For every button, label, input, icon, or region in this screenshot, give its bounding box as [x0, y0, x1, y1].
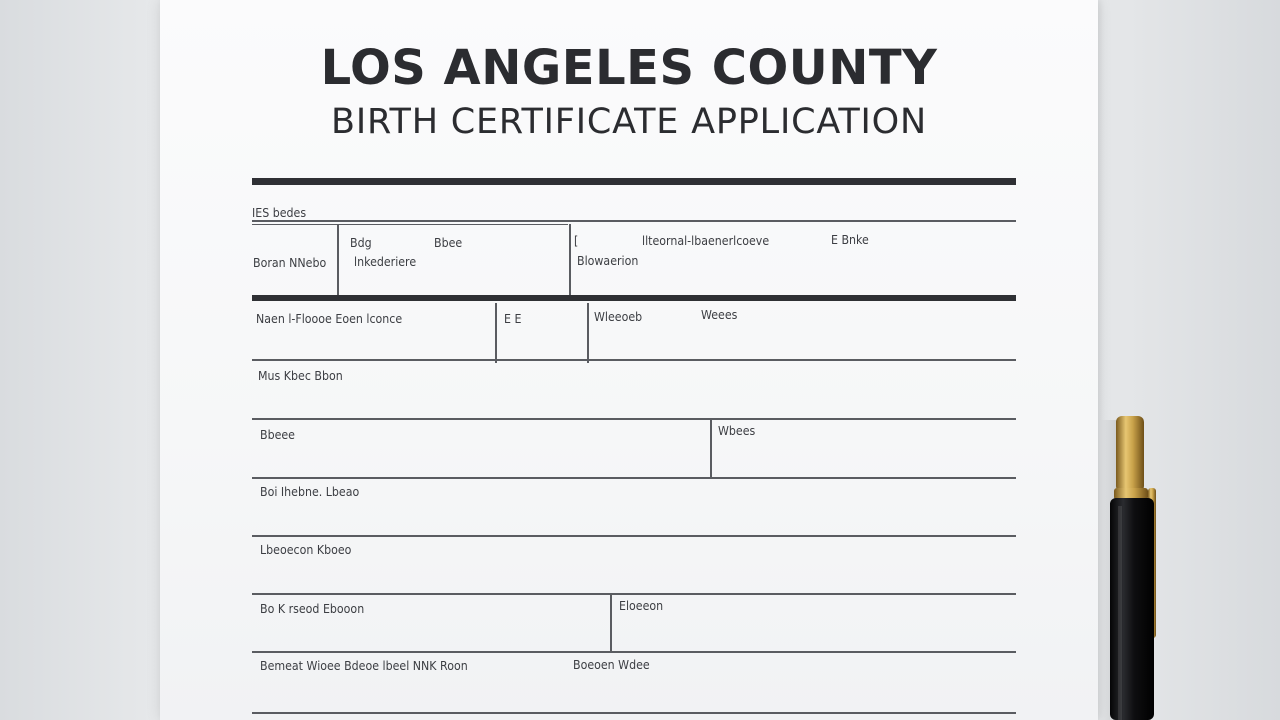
field-label-extra: E Bnke	[831, 233, 869, 247]
section-2-row5-bottom-line	[252, 593, 1016, 595]
field-label-row1-small: E E	[504, 312, 522, 326]
section-1-top-rule	[252, 178, 1016, 185]
field-label-row6-right: Eloeeon	[619, 599, 664, 613]
section-2-row3-bottom-line	[252, 477, 1016, 479]
field-label-row7-right: Boeoen Wdee	[573, 658, 650, 672]
field-label-row4: Boi Ihebne. Lbeao	[260, 485, 360, 499]
section-2-top-rule	[252, 295, 1016, 301]
application-form-paper	[160, 0, 1098, 720]
field-label-row6-left: Bo K rseod Ebooon	[260, 602, 365, 616]
field-label-mother-name: Mus Kbec Bbon	[258, 369, 343, 383]
field-label-row3-right: Wbees	[718, 424, 756, 438]
section-2-row1-divider-2	[587, 303, 589, 363]
ballpoint-pen-icon	[1104, 410, 1174, 720]
section-2-row7-bottom-line	[252, 712, 1016, 714]
section-1-header-label: IES bedes	[252, 206, 307, 220]
field-label-time: Bbee	[434, 236, 463, 250]
field-label-row7-left: Bemeat Wioee Bdeoe lbeel NNK Roon	[260, 659, 468, 673]
section-1-divider-2	[569, 224, 571, 298]
section-1-header-line	[252, 220, 1016, 222]
field-label-relationship: llteornal-lbaenerlcoeve	[642, 234, 770, 248]
section-1-divider-1	[337, 224, 339, 298]
field-label-date: Bdg	[350, 236, 372, 250]
form-title-application: BIRTH CERTIFICATE APPLICATION	[331, 102, 927, 142]
section-2-row2-bottom-line	[252, 418, 1016, 420]
form-title-county: LOS ANGELES COUNTY	[320, 40, 938, 96]
section-2-row1-bottom-line	[252, 359, 1016, 361]
field-label-description: Blowaerion	[577, 254, 639, 268]
field-label-row3-left: Bbeee	[260, 428, 295, 442]
section-2-row3-divider	[710, 420, 712, 478]
field-label-witness: Wleeoeb	[594, 310, 643, 324]
field-label-birth-name: Boran NNebo	[253, 256, 327, 270]
field-label-parent-name: Naen l-Floooe Eoen lconce	[256, 312, 403, 326]
section-2-row6-bottom-line	[252, 651, 1016, 653]
section-1-row1-top-line	[252, 224, 568, 225]
section-2-row4-bottom-line	[252, 535, 1016, 537]
field-label-row5: Lbeoecon Kboeo	[260, 543, 352, 557]
field-label-location: lnkederiere	[354, 255, 417, 269]
section-2-row1-divider-1	[495, 303, 497, 363]
field-label-wages: Weees	[701, 308, 738, 322]
field-label-cell3-marker: [	[574, 234, 579, 248]
section-2-row6-divider	[610, 595, 612, 653]
